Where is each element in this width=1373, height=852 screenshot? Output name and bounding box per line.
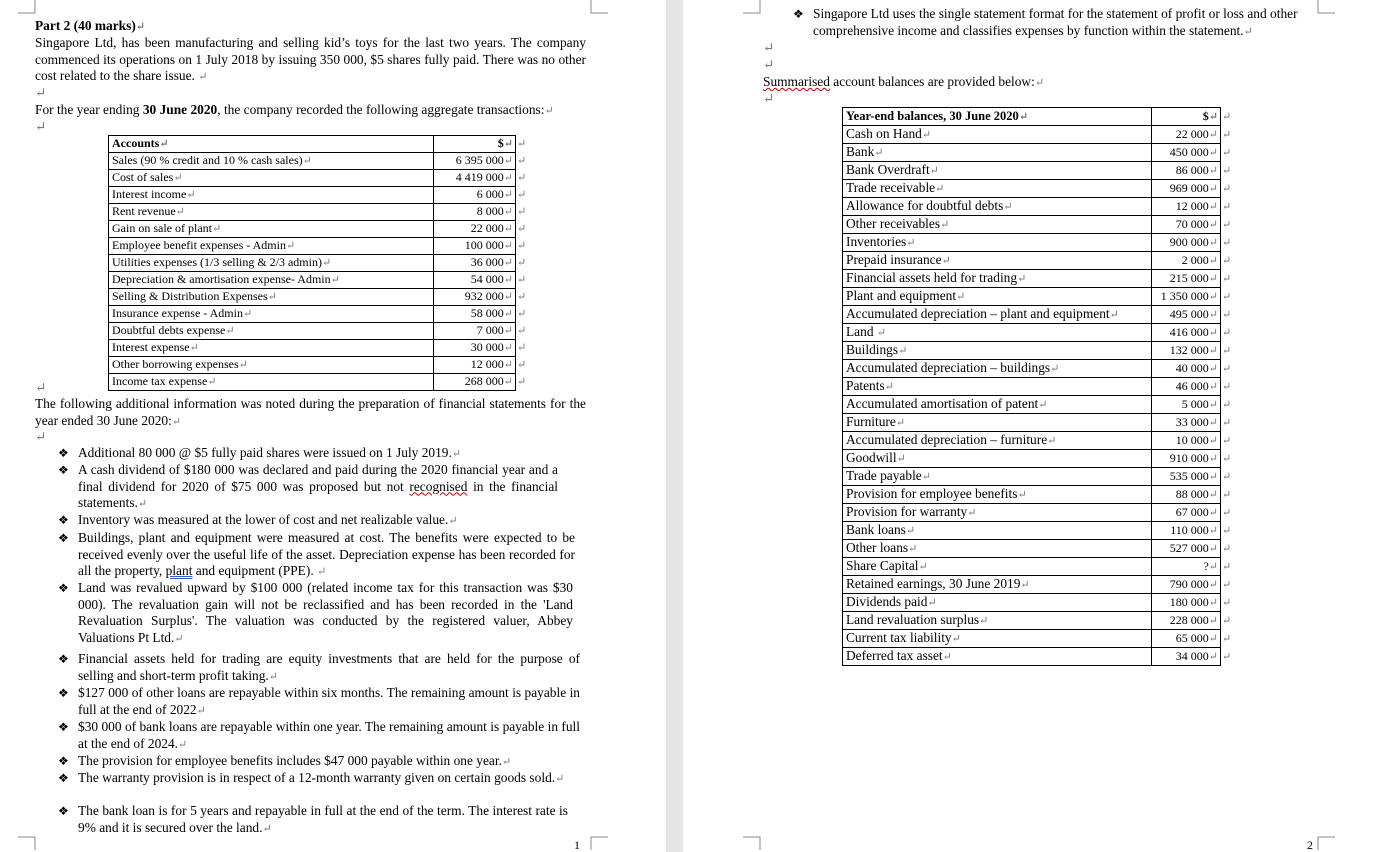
amount-cell: 7 000↵ [434, 323, 516, 340]
row-end-mark: ↵ [1222, 164, 1232, 177]
row-end-mark: ↵ [517, 341, 527, 354]
table-row [843, 630, 1233, 648]
account-name-cell: Cost of sales↵ [109, 170, 434, 187]
intro-paragraph: Singapore Ltd, has been manufacturing and selling kid’s toys for the last two years. The company commenced its operations on 1 July 2018 by issuing 350 000, $5 shares fully paid. There was no other cost related to the share issue. ↵ [35, 35, 586, 83]
amount-cell: ?↵ [1152, 558, 1221, 576]
table-row [843, 162, 1233, 180]
amount-cell: 54 000↵ [434, 272, 516, 289]
amount-cell: 65 000↵ [1152, 630, 1221, 648]
table-row [843, 540, 1233, 558]
amount-cell: 969 000↵ [1152, 180, 1221, 198]
amount-cell: 88 000↵ [1152, 486, 1221, 504]
table-row [843, 234, 1233, 252]
table-header-row [109, 136, 528, 153]
row-end-mark: ↵ [1222, 578, 1232, 591]
amount-cell: 46 000↵ [1152, 378, 1221, 396]
amount-cell: 932 000↵ [434, 289, 516, 306]
row-end-mark: ↵ [1222, 146, 1232, 159]
table-row [843, 486, 1233, 504]
account-name-cell: Sales (90 % credit and 10 % cash sales)↵ [109, 153, 434, 170]
row-end-mark: ↵ [517, 171, 527, 184]
additional-info-intro: The following additional information was noted during the preparation of financial statements for the year ended 30 June 2020:↵ [35, 396, 586, 428]
row-end-mark: ↵ [1222, 596, 1232, 609]
info-bullet-3: Inventory was measured at the lower of cost and net realizable value.↵ [78, 512, 458, 527]
account-name-cell: Retained earnings, 30 June 2019↵ [843, 576, 1152, 594]
document-page-1 [0, 0, 666, 852]
crop-mark-icon [743, 836, 761, 850]
table-row [843, 576, 1233, 594]
bullet-icon: ❖ [58, 720, 69, 734]
table-row [843, 396, 1233, 414]
bullet-icon: ❖ [58, 581, 69, 595]
row-end-mark: ↵ [517, 154, 527, 167]
table-row [109, 187, 528, 204]
info-bullet-4: Buildings, plant and equipment were measured at cost. The benefits were expected to be received evenly over the useful life of the asset. Depreciation expense has been recorded for all the property, plant and equipment (PPE). ↵ [78, 530, 575, 578]
row-end-mark: ↵ [1222, 542, 1232, 555]
account-name-cell: Accumulated depreciation – furniture↵ [843, 432, 1152, 450]
table-row [843, 558, 1233, 576]
table-row [109, 374, 528, 391]
account-name-cell: Goodwill↵ [843, 450, 1152, 468]
row-end-mark: ↵ [1222, 452, 1232, 465]
table-row [109, 170, 528, 187]
amount-cell: 2 000↵ [1152, 252, 1221, 270]
row-end-mark: ↵ [1222, 650, 1232, 663]
header-cell: $↵ [1152, 108, 1221, 126]
amount-cell: 34 000↵ [1152, 648, 1221, 666]
info-bullet-9: The provision for employee benefits includes $47 000 payable within one year.↵ [78, 753, 512, 768]
row-end-mark: ↵ [517, 137, 527, 150]
bullet-icon: ❖ [58, 754, 69, 768]
table-row [843, 450, 1233, 468]
account-name-cell: Trade payable↵ [843, 468, 1152, 486]
amount-cell: 8 000↵ [434, 204, 516, 221]
account-name-cell: Provision for warranty↵ [843, 504, 1152, 522]
row-end-mark: ↵ [1222, 560, 1232, 573]
table-row [843, 126, 1233, 144]
row-end-mark: ↵ [1222, 398, 1232, 411]
bullet-icon: ❖ [58, 531, 69, 545]
table-row [843, 216, 1233, 234]
account-name-cell: Current tax liability↵ [843, 630, 1152, 648]
table-row [109, 340, 528, 357]
amount-cell: 10 000↵ [1152, 432, 1221, 450]
row-end-mark: ↵ [1222, 488, 1232, 501]
amount-cell: 86 000↵ [1152, 162, 1221, 180]
amount-cell: 450 000↵ [1152, 144, 1221, 162]
table-row [109, 323, 528, 340]
table-row [109, 255, 528, 272]
amount-cell: 100 000↵ [434, 238, 516, 255]
amount-cell: 215 000↵ [1152, 270, 1221, 288]
table-row [843, 648, 1233, 666]
amount-cell: 416 000↵ [1152, 324, 1221, 342]
crop-mark-icon [18, 0, 36, 14]
row-end-mark: ↵ [1222, 110, 1232, 123]
amount-cell: 67 000↵ [1152, 504, 1221, 522]
crop-mark-icon [1317, 836, 1335, 850]
account-name-cell: Utilities expenses (1/3 selling & 2/3 admin)↵ [109, 255, 434, 272]
row-end-mark: ↵ [1222, 416, 1232, 429]
account-name-cell: Dividends paid↵ [843, 594, 1152, 612]
row-end-mark: ↵ [1222, 524, 1232, 537]
table-row [843, 144, 1233, 162]
account-name-cell: Accumulated amortisation of patent↵ [843, 396, 1152, 414]
account-name-cell: Buildings↵ [843, 342, 1152, 360]
table-row [843, 252, 1233, 270]
account-name-cell: Employee benefit expenses - Admin↵ [109, 238, 434, 255]
account-name-cell: Land ↵ [843, 324, 1152, 342]
bullet-icon: ❖ [58, 804, 69, 818]
amount-cell: 1 350 000↵ [1152, 288, 1221, 306]
row-end-mark: ↵ [1222, 272, 1232, 285]
account-name-cell: Insurance expense - Admin↵ [109, 306, 434, 323]
account-name-cell: Bank↵ [843, 144, 1152, 162]
table-row [843, 270, 1233, 288]
row-end-mark: ↵ [517, 290, 527, 303]
amount-cell: 22 000↵ [1152, 126, 1221, 144]
info-bullet-2: A cash dividend of $180 000 was declared and paid during the 2020 financial year and a final dividend for 2020 of $75 000 was proposed but not recognised in the financial statements.↵ [78, 462, 558, 510]
amount-cell: 58 000↵ [434, 306, 516, 323]
account-name-cell: Bank Overdraft↵ [843, 162, 1152, 180]
row-end-mark: ↵ [1222, 434, 1232, 447]
row-end-mark: ↵ [1222, 308, 1232, 321]
row-end-mark: ↵ [517, 358, 527, 371]
account-name-cell: Cash on Hand↵ [843, 126, 1152, 144]
info-bullet-11: The bank loan is for 5 years and repayable in full at the end of the term. The interest rate is 9% and it is secured over the land.↵ [78, 803, 568, 835]
info-bullet-8: $30 000 of bank loans are repayable within one year. The remaining amount is payable in full at the end of 2024.↵ [78, 719, 580, 751]
info-bullet-10: The warranty provision is in respect of a 12-month warranty given on certain goods sold.↵ [78, 770, 565, 785]
account-name-cell: Provision for employee benefits↵ [843, 486, 1152, 504]
table-row [109, 238, 528, 255]
account-name-cell: Patents↵ [843, 378, 1152, 396]
row-end-mark: ↵ [1222, 218, 1232, 231]
table-row [843, 504, 1233, 522]
amount-cell: 110 000↵ [1152, 522, 1221, 540]
amount-cell: 6 395 000↵ [434, 153, 516, 170]
account-name-cell: Financial assets held for trading↵ [843, 270, 1152, 288]
table-row [843, 522, 1233, 540]
account-name-cell: Furniture↵ [843, 414, 1152, 432]
amount-cell: 70 000↵ [1152, 216, 1221, 234]
amount-cell: 535 000↵ [1152, 468, 1221, 486]
table-row [843, 324, 1233, 342]
amount-cell: 132 000↵ [1152, 342, 1221, 360]
table-row [109, 289, 528, 306]
table-row [109, 272, 528, 289]
row-end-mark: ↵ [1222, 128, 1232, 141]
amount-cell: 4 419 000↵ [434, 170, 516, 187]
paragraph-mark: ↵ [763, 91, 775, 106]
table-row [109, 204, 528, 221]
account-name-cell: Other loans↵ [843, 540, 1152, 558]
paragraph-mark: ↵ [763, 57, 775, 72]
table-row [843, 594, 1233, 612]
bullet-icon: ❖ [58, 686, 69, 700]
row-end-mark: ↵ [1222, 614, 1232, 627]
row-end-mark: ↵ [1222, 380, 1232, 393]
amount-cell: 22 000↵ [434, 221, 516, 238]
table-row [843, 342, 1233, 360]
account-name-cell: Gain on sale of plant↵ [109, 221, 434, 238]
account-name-cell: Interest expense↵ [109, 340, 434, 357]
header-cell: $↵ [434, 136, 516, 153]
bullet-icon: ❖ [58, 652, 69, 666]
amount-cell: 5 000↵ [1152, 396, 1221, 414]
bullet-icon: ❖ [58, 513, 69, 527]
row-end-mark: ↵ [1222, 632, 1232, 645]
table-row [109, 306, 528, 323]
row-end-mark: ↵ [517, 375, 527, 388]
table-row [109, 357, 528, 374]
row-end-mark: ↵ [1222, 200, 1232, 213]
part-heading: Part 2 (40 marks)↵ [35, 18, 145, 33]
account-name-cell: Inventories↵ [843, 234, 1152, 252]
account-name-cell: Selling & Distribution Expenses↵ [109, 289, 434, 306]
amount-cell: 12 000↵ [434, 357, 516, 374]
amount-cell: 790 000↵ [1152, 576, 1221, 594]
document-page-2 [683, 0, 1373, 852]
account-name-cell: Depreciation & amortisation expense- Admin↵ [109, 272, 434, 289]
account-name-cell: Doubtful debts expense↵ [109, 323, 434, 340]
account-name-cell: Bank loans↵ [843, 522, 1152, 540]
header-cell: Accounts↵ [109, 136, 434, 153]
format-bullet: Singapore Ltd uses the single statement format for the statement of profit or loss and other comprehensive income and classifies expenses by function within the statement.↵ [813, 6, 1298, 38]
account-name-cell: Income tax expense↵ [109, 374, 434, 391]
amount-cell: 495 000↵ [1152, 306, 1221, 324]
info-bullet-5: Land was revalued upward by $100 000 (related income tax for this transaction was $30 000). The revaluation gain will not be reclassified and has been recorded in the 'Land Revaluation Surplus'. The valuation was conducted by the registered valuer, Abbey Valuations Pt Ltd.↵ [78, 580, 573, 645]
table-row [843, 360, 1233, 378]
paragraph-mark: ↵ [35, 380, 47, 395]
crop-mark-icon [743, 0, 761, 14]
amount-cell: 36 000↵ [434, 255, 516, 272]
balances-table [842, 107, 1233, 666]
amount-cell: 180 000↵ [1152, 594, 1221, 612]
page-number: 2 [1307, 838, 1313, 852]
account-name-cell: Other borrowing expenses↵ [109, 357, 434, 374]
crop-mark-icon [18, 836, 36, 850]
info-bullet-7: $127 000 of other loans are repayable within six months. The remaining amount is payable in full at the end of 2022↵ [78, 685, 580, 717]
row-end-mark: ↵ [517, 205, 527, 218]
crop-mark-icon [590, 836, 608, 850]
amount-cell: 33 000↵ [1152, 414, 1221, 432]
paragraph-mark: ↵ [763, 40, 775, 55]
table-row [843, 414, 1233, 432]
bullet-icon: ❖ [58, 463, 69, 477]
bullet-icon: ❖ [58, 446, 69, 460]
page-number: 1 [574, 838, 580, 852]
table-row [109, 153, 528, 170]
amount-cell: 30 000↵ [434, 340, 516, 357]
row-end-mark: ↵ [1222, 290, 1232, 303]
account-name-cell: Plant and equipment↵ [843, 288, 1152, 306]
table-row [843, 288, 1233, 306]
account-name-cell: Allowance for doubtful debts↵ [843, 198, 1152, 216]
transactions-table [108, 135, 528, 391]
row-end-mark: ↵ [1222, 506, 1232, 519]
account-name-cell: Accumulated depreciation – buildings↵ [843, 360, 1152, 378]
summary-heading: Summarised account balances are provided below:↵ [763, 74, 1045, 89]
row-end-mark: ↵ [1222, 470, 1232, 483]
info-bullet-6: Financial assets held for trading are equity investments that are held for the purpose of selling and short-term profit taking.↵ [78, 651, 580, 683]
row-end-mark: ↵ [1222, 344, 1232, 357]
amount-cell: 12 000↵ [1152, 198, 1221, 216]
row-end-mark: ↵ [517, 239, 527, 252]
paragraph-mark: ↵ [35, 85, 47, 100]
account-name-cell: Share Capital↵ [843, 558, 1152, 576]
crop-mark-icon [590, 0, 608, 14]
amount-cell: 910 000↵ [1152, 450, 1221, 468]
row-end-mark: ↵ [1222, 326, 1232, 339]
table-row [843, 180, 1233, 198]
table-row [843, 198, 1233, 216]
row-end-mark: ↵ [517, 188, 527, 201]
account-name-cell: Deferred tax asset↵ [843, 648, 1152, 666]
row-end-mark: ↵ [1222, 236, 1232, 249]
table-row [843, 306, 1233, 324]
bullet-icon: ❖ [793, 7, 804, 21]
amount-cell: 268 000↵ [434, 374, 516, 391]
paragraph-mark: ↵ [35, 429, 47, 444]
table-row [843, 432, 1233, 450]
row-end-mark: ↵ [517, 256, 527, 269]
table-row [843, 468, 1233, 486]
row-end-mark: ↵ [517, 324, 527, 337]
row-end-mark: ↵ [1222, 362, 1232, 375]
row-end-mark: ↵ [517, 222, 527, 235]
year-statement: For the year ending 30 June 2020, the company recorded the following aggregate transactions:↵ [35, 102, 554, 117]
account-name-cell: Interest income↵ [109, 187, 434, 204]
table-header-row [843, 108, 1233, 126]
account-name-cell: Trade receivable↵ [843, 180, 1152, 198]
amount-cell: 40 000↵ [1152, 360, 1221, 378]
table-row [109, 221, 528, 238]
account-name-cell: Rent revenue↵ [109, 204, 434, 221]
bullet-icon: ❖ [58, 771, 69, 785]
account-name-cell: Other receivables↵ [843, 216, 1152, 234]
row-end-mark: ↵ [517, 273, 527, 286]
amount-cell: 228 000↵ [1152, 612, 1221, 630]
row-end-mark: ↵ [1222, 182, 1232, 195]
account-name-cell: Land revaluation surplus↵ [843, 612, 1152, 630]
table-row [843, 378, 1233, 396]
info-bullet-1: Additional 80 000 @ $5 fully paid shares were issued on 1 July 2019.↵ [78, 445, 462, 460]
row-end-mark: ↵ [1222, 254, 1232, 267]
account-name-cell: Prepaid insurance↵ [843, 252, 1152, 270]
account-name-cell: Accumulated depreciation – plant and equipment↵ [843, 306, 1152, 324]
amount-cell: 527 000↵ [1152, 540, 1221, 558]
amount-cell: 900 000↵ [1152, 234, 1221, 252]
amount-cell: 6 000↵ [434, 187, 516, 204]
row-end-mark: ↵ [517, 307, 527, 320]
table-row [843, 612, 1233, 630]
paragraph-mark: ↵ [35, 119, 47, 134]
header-cell: Year-end balances, 30 June 2020↵ [843, 108, 1152, 126]
